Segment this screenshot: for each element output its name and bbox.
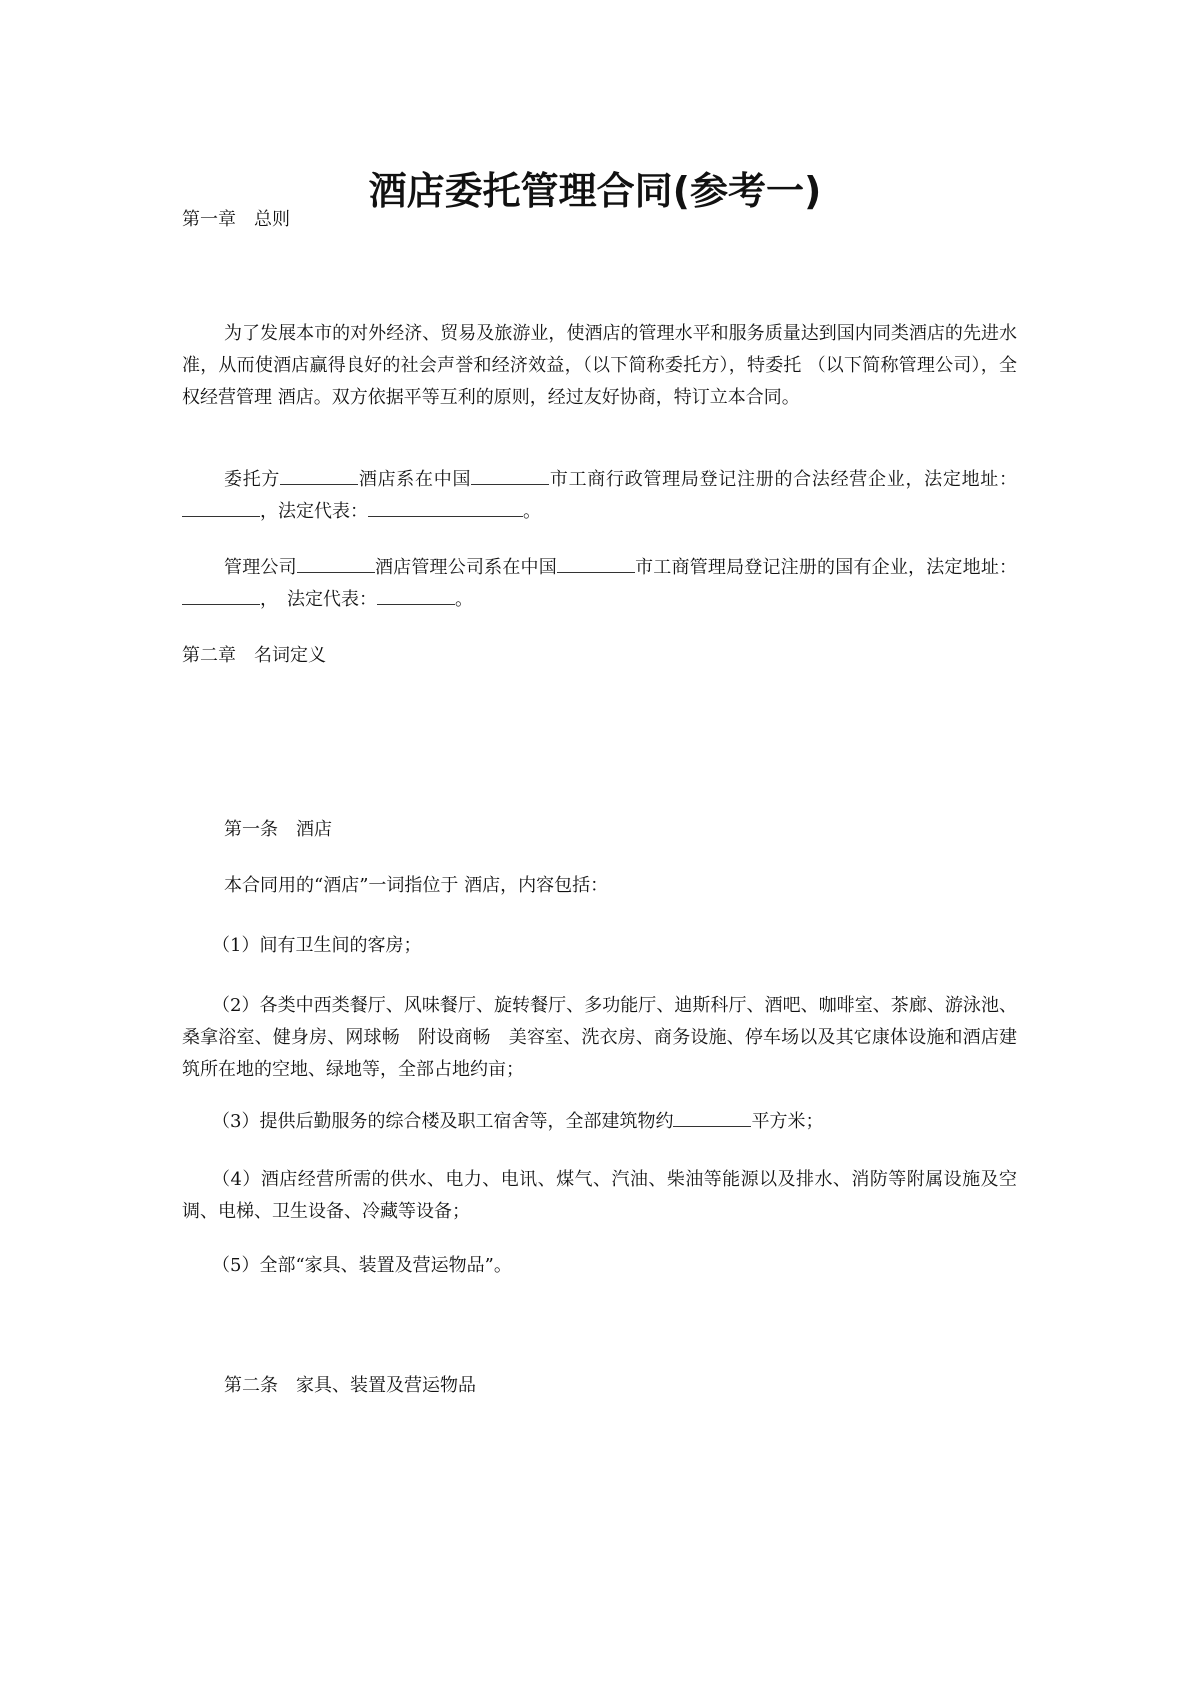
blank-field [280, 466, 358, 485]
blank-field [471, 466, 549, 485]
text: ， 法定代表： [260, 589, 377, 610]
party-a-paragraph [182, 464, 1017, 528]
intro-paragraph: 为了发展本市的对外经济、贸易及旅游业，使酒店的管理水平和服务质量达到国内同类酒店的先进水准，从而使酒店赢得良好的社会声誉和经济效益，（以下简称委托方），特委托 （以下简称管理公司），全权经营管理 酒店。双方依据平等互利的原则，经过友好协商，特订立本合同。 [182, 323, 1017, 408]
text: 酒店系在中国 [358, 469, 472, 490]
blank-field [557, 554, 635, 573]
blank-field [182, 498, 260, 517]
text: 法定地址： [926, 557, 1018, 578]
blank-field [182, 586, 260, 605]
chapter-1-heading: 第一章 总则 [182, 209, 290, 230]
text: ，法定代表： [260, 501, 368, 522]
text: 管理公司 [224, 557, 297, 578]
blank-field [297, 554, 375, 573]
text: 市工商行政管理局登记注册的合法经营企业， [549, 469, 925, 490]
text: 酒店管理公司系在中国 [374, 557, 557, 578]
text: 。 [455, 589, 473, 610]
blank-field [368, 498, 523, 517]
list-item-3 [212, 1108, 823, 1136]
text: 法定地址： [924, 469, 1018, 490]
list-item-2: （2）各类中西类餐厅、风味餐厅、旋转餐厅、多功能厅、迪斯科厅、酒吧、咖啡室、茶廊、游泳池、桑拿浴室、健身房、网球畅 附设商畅 美容室、洗衣房、商务设施、停车场以及其它康体设施和酒店建筑所在地的空地、绿地等，全部占地约亩； [182, 995, 1017, 1080]
text: 平方米； [751, 1111, 824, 1132]
text: 委托方 [224, 469, 281, 490]
blank-field [673, 1108, 751, 1127]
text: 市工商管理局登记注册的国有企业， [634, 557, 927, 578]
chapter-2-heading: 第二章 名词定义 [182, 645, 326, 666]
page-title: 酒店委托管理合同(参考一) [368, 169, 822, 213]
blank-field [377, 586, 455, 605]
party-b-paragraph [182, 552, 1017, 616]
list-item-5: （5）全部“家具、装置及营运物品”。 [212, 1255, 512, 1276]
list-item-1: （1）间有卫生间的客房； [212, 935, 422, 956]
text: （3）提供后勤服务的综合楼及职工宿舍等，全部建筑物约 [212, 1111, 674, 1132]
text: 。 [523, 501, 541, 522]
article-1-heading: 第一条 酒店 [224, 819, 332, 840]
article-1-lead: 本合同用的“酒店”一词指位于 酒店，内容包括： [224, 875, 609, 896]
article-2-heading: 第二条 家具、装置及营运物品 [224, 1375, 476, 1396]
list-item-4: （4）酒店经营所需的供水、电力、电讯、煤气、汽油、柴油等能源以及排水、消防等附属设施及空调、电梯、卫生设备、冷藏等设备； [182, 1169, 1017, 1222]
